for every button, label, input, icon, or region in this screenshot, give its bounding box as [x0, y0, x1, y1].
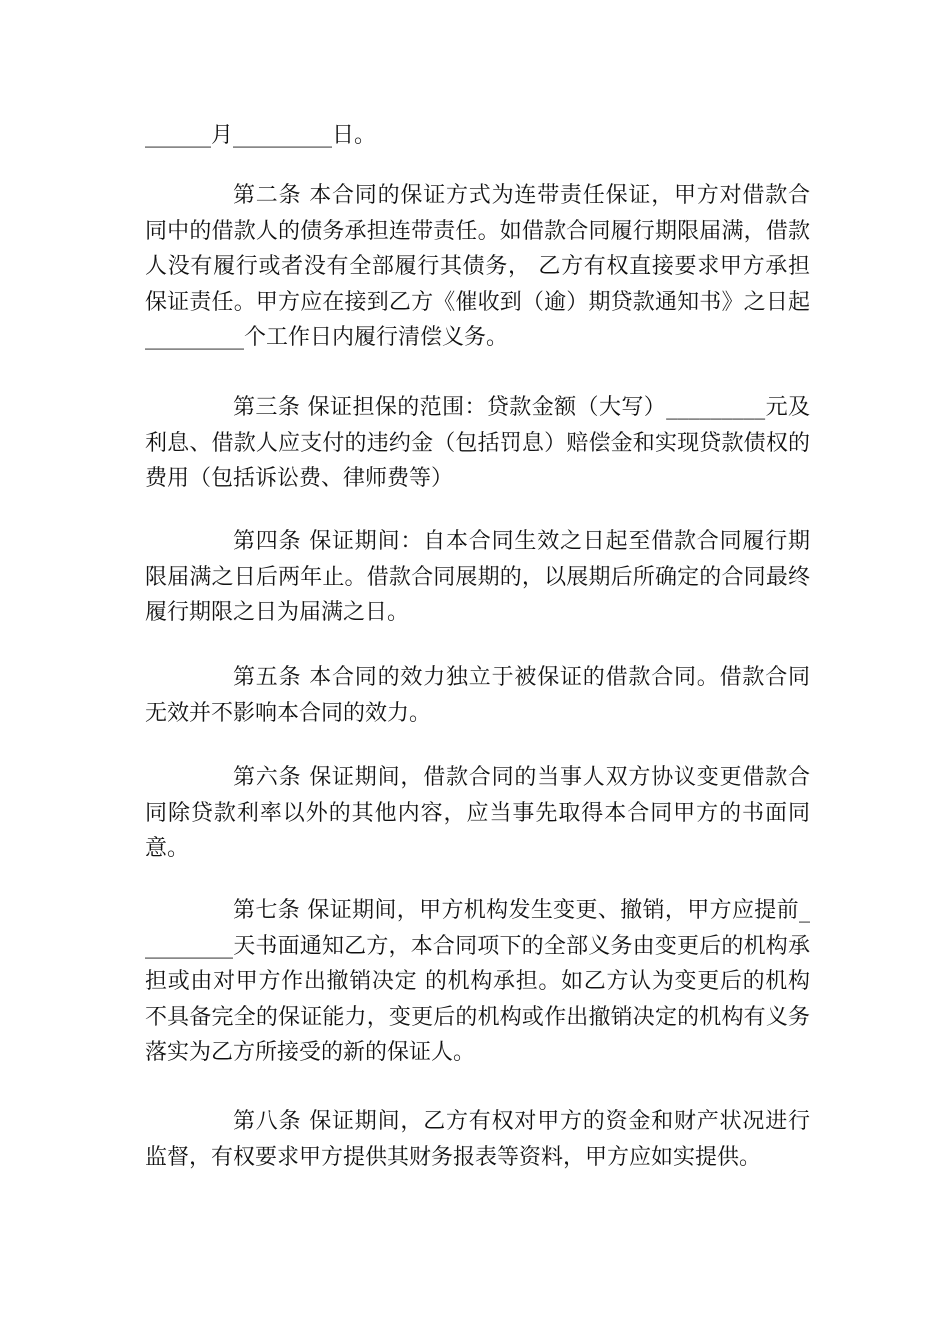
article-5: 第五条 本合同的效力独立于被保证的借款合同。借款合同无效并不影响本合同的效力。: [145, 665, 810, 726]
article-6: 第六条 保证期间，借款合同的当事人双方协议变更借款合同除贷款利率以外的其他内容，应当事先取得本合同甲方的书面同意。: [145, 765, 810, 861]
article-3: 第三条 保证担保的范围：贷款金额（大写）_________元及利息、借款人应支付的违约金（包括罚息）赔偿金和实现贷款债权的费用（包括诉讼费、律师费等）: [145, 395, 810, 491]
article-2: 第二条 本合同的保证方式为连带责任保证，甲方对借款合同中的借款人的债务承担连带责任。如借款合同履行期限届满，借款人没有履行或者没有全部履行其债务， 乙方有权直接要求甲方承担保证责任。甲方应在接到乙方《催收到（逾）期贷款通知书》之日起_________个工作日内履行清偿义务。: [145, 183, 810, 350]
article-4: 第四条 保证期间：自本合同生效之日起至借款合同履行期限届满之日后两年止。借款合同展期的，以展期后所确定的合同最终履行期限之日为届满之日。: [145, 529, 810, 625]
article-8: 第八条 保证期间，乙方有权对甲方的资金和财产状况进行监督，有权要求甲方提供其财务报表等资料，甲方应如实提供。: [145, 1109, 810, 1170]
date-line: ______月_________日。: [145, 123, 377, 148]
article-7: 第七条 保证期间，甲方机构发生变更、撤销，甲方应提前_________天书面通知乙方，本合同项下的全部义务由变更后的机构承担或由对甲方作出撤销决定 的机构承担。如乙方认为变更后的机构不具备完全的保证能力，变更后的机构或作出撤销决定的机构有义务落实为乙方所接受的新的保证人。: [145, 898, 810, 1065]
